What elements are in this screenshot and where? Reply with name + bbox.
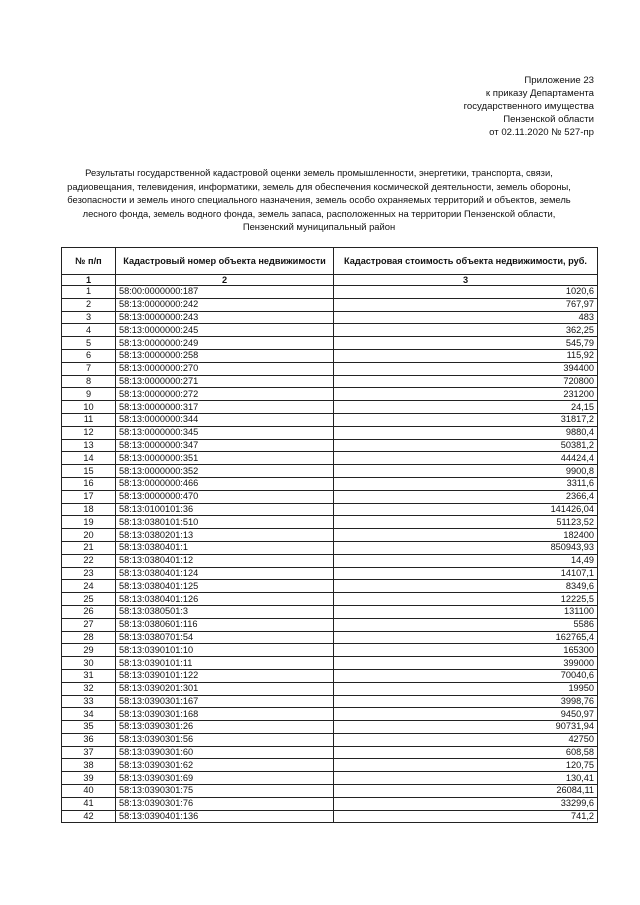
header-cadastral-value: Кадастровая стоимость объекта недвижимости, руб. [334, 248, 598, 275]
row-number-cell: 9 [62, 388, 116, 401]
cadastral-value-cell: 19950 [334, 682, 598, 695]
cadastral-number-cell: 58:13:0390101:11 [116, 657, 334, 670]
cadastral-value-cell: 182400 [334, 529, 598, 542]
table-row [62, 286, 598, 299]
row-number-cell: 1 [62, 286, 116, 299]
row-number-cell: 7 [62, 362, 116, 375]
cadastral-number-cell: 58:13:0000000:245 [116, 324, 334, 337]
cadastral-number-cell: 58:13:0000000:258 [116, 349, 334, 362]
row-number-cell: 34 [62, 708, 116, 721]
cadastral-value-cell: 141426,04 [334, 503, 598, 516]
cadastral-value-cell: 31817,2 [334, 413, 598, 426]
table-row [62, 401, 598, 414]
row-number-cell: 29 [62, 644, 116, 657]
cadastral-number-cell: 58:13:0390301:56 [116, 733, 334, 746]
row-number-cell: 22 [62, 554, 116, 567]
document-title: Результаты государственной кадастровой оценки земель промышленности, энергетики, транспорта, связи, радиовещания, телевидения, информатики, земель для обеспечения космической деятельности, земель обороны, безопасности и земель иного специального назначения, земель особо охраняемых территорий и объектов, земель лесного фонда, земель водного фонда, земель запаса, расположенных на территории Пензенской области, Пензенский муниципальный район [67, 167, 571, 233]
cadastral-value-table [61, 247, 598, 823]
cadastral-number-cell: 58:13:0000000:270 [116, 362, 334, 375]
row-number-cell: 11 [62, 413, 116, 426]
row-number-cell: 10 [62, 401, 116, 414]
row-number-cell: 4 [62, 324, 116, 337]
cadastral-number-cell: 58:13:0000000:347 [116, 439, 334, 452]
column-number-row [62, 275, 598, 286]
row-number-cell: 38 [62, 759, 116, 772]
cadastral-value-cell: 399000 [334, 657, 598, 670]
cadastral-value-cell: 70040,6 [334, 669, 598, 682]
cadastral-number-cell: 58:13:0390101:122 [116, 669, 334, 682]
table-row [62, 682, 598, 695]
cadastral-value-cell: 12225,5 [334, 593, 598, 606]
table-row [62, 580, 598, 593]
table-row [62, 721, 598, 734]
header-row-number: № п/п [62, 248, 116, 275]
row-number-cell: 28 [62, 631, 116, 644]
cadastral-number-cell: 58:13:0000000:317 [116, 401, 334, 414]
cadastral-number-cell: 58:13:0390301:60 [116, 746, 334, 759]
row-number-cell: 8 [62, 375, 116, 388]
row-number-cell: 16 [62, 477, 116, 490]
table-row [62, 657, 598, 670]
row-number-cell: 41 [62, 797, 116, 810]
table-row [62, 695, 598, 708]
cadastral-value-cell: 9450,97 [334, 708, 598, 721]
cadastral-number-cell: 58:13:0390301:26 [116, 721, 334, 734]
row-number-cell: 3 [62, 311, 116, 324]
row-number-cell: 17 [62, 490, 116, 503]
cadastral-number-cell: 58:13:0000000:272 [116, 388, 334, 401]
cadastral-number-cell: 58:13:0380701:54 [116, 631, 334, 644]
cadastral-number-cell: 58:13:0380201:13 [116, 529, 334, 542]
table-row [62, 477, 598, 490]
cadastral-value-cell: 130,41 [334, 772, 598, 785]
row-number-cell: 27 [62, 618, 116, 631]
row-number-cell: 31 [62, 669, 116, 682]
cadastral-number-cell: 58:13:0380401:12 [116, 554, 334, 567]
cadastral-value-cell: 9880,4 [334, 426, 598, 439]
cadastral-number-cell: 58:13:0000000:352 [116, 465, 334, 478]
row-number-cell: 24 [62, 580, 116, 593]
table-row [62, 362, 598, 375]
row-number-cell: 13 [62, 439, 116, 452]
cadastral-number-cell: 58:13:0000000:466 [116, 477, 334, 490]
table-row [62, 785, 598, 798]
order-date-number: от 02.11.2020 № 527-пр [489, 127, 594, 138]
cadastral-number-cell: 58:13:0390301:62 [116, 759, 334, 772]
region-name: Пензенской области [503, 114, 594, 125]
header-cadastral-number: Кадастровый номер объекта недвижимости [116, 248, 334, 275]
cadastral-value-cell: 165300 [334, 644, 598, 657]
row-number-cell: 35 [62, 721, 116, 734]
cadastral-number-cell: 58:13:0000000:243 [116, 311, 334, 324]
table-row [62, 452, 598, 465]
appendix-header [464, 74, 594, 139]
cadastral-value-cell: 44424,4 [334, 452, 598, 465]
row-number-cell: 18 [62, 503, 116, 516]
table-row [62, 516, 598, 529]
cadastral-number-cell: 58:13:0390101:10 [116, 644, 334, 657]
cadastral-number-cell: 58:13:0390301:167 [116, 695, 334, 708]
row-number-cell: 6 [62, 349, 116, 362]
row-number-cell: 26 [62, 605, 116, 618]
table-row [62, 490, 598, 503]
cadastral-value-cell: 362,25 [334, 324, 598, 337]
cadastral-number-cell: 58:13:0390201:301 [116, 682, 334, 695]
cadastral-value-cell: 14,49 [334, 554, 598, 567]
cadastral-number-cell: 58:13:0380601:116 [116, 618, 334, 631]
table-row [62, 439, 598, 452]
table-row [62, 644, 598, 657]
table-row [62, 567, 598, 580]
table-row [62, 541, 598, 554]
cadastral-value-cell: 1020,6 [334, 286, 598, 299]
table-row [62, 503, 598, 516]
cadastral-number-cell: 58:13:0390301:76 [116, 797, 334, 810]
table-row [62, 324, 598, 337]
cadastral-value-cell: 394400 [334, 362, 598, 375]
cadastral-value-cell: 115,92 [334, 349, 598, 362]
column-number-2: 2 [116, 275, 334, 286]
row-number-cell: 5 [62, 337, 116, 350]
row-number-cell: 15 [62, 465, 116, 478]
table-row [62, 593, 598, 606]
cadastral-number-cell: 58:13:0380501:3 [116, 605, 334, 618]
cadastral-value-cell: 5586 [334, 618, 598, 631]
cadastral-number-cell: 58:13:0000000:470 [116, 490, 334, 503]
table-row [62, 746, 598, 759]
row-number-cell: 23 [62, 567, 116, 580]
table-row [62, 465, 598, 478]
table-row [62, 375, 598, 388]
table-row [62, 733, 598, 746]
row-number-cell: 2 [62, 298, 116, 311]
cadastral-value-cell: 545,79 [334, 337, 598, 350]
table-row [62, 388, 598, 401]
table-row [62, 618, 598, 631]
cadastral-number-cell: 58:13:0000000:249 [116, 337, 334, 350]
cadastral-value-cell: 3998,76 [334, 695, 598, 708]
cadastral-value-cell: 42750 [334, 733, 598, 746]
table-row [62, 810, 598, 823]
table-row [62, 631, 598, 644]
table-row [62, 426, 598, 439]
cadastral-number-cell: 58:13:0390301:75 [116, 785, 334, 798]
table-body [62, 286, 598, 823]
row-number-cell: 19 [62, 516, 116, 529]
cadastral-value-cell: 131100 [334, 605, 598, 618]
table-row [62, 772, 598, 785]
cadastral-value-cell: 50381,2 [334, 439, 598, 452]
row-number-cell: 37 [62, 746, 116, 759]
table-row [62, 554, 598, 567]
cadastral-number-cell: 58:13:0380401:124 [116, 567, 334, 580]
table-row [62, 669, 598, 682]
cadastral-value-cell: 90731,94 [334, 721, 598, 734]
department-name: государственного имущества [463, 101, 594, 112]
table-row [62, 797, 598, 810]
cadastral-value-cell: 24,15 [334, 401, 598, 414]
cadastral-number-cell: 58:13:0000000:271 [116, 375, 334, 388]
row-number-cell: 21 [62, 541, 116, 554]
row-number-cell: 20 [62, 529, 116, 542]
table-row [62, 759, 598, 772]
cadastral-value-cell: 9900,8 [334, 465, 598, 478]
cadastral-number-cell: 58:13:0000000:242 [116, 298, 334, 311]
table-header-row [62, 248, 598, 275]
column-number-3: 3 [334, 275, 598, 286]
row-number-cell: 39 [62, 772, 116, 785]
table-row [62, 337, 598, 350]
table-row [62, 529, 598, 542]
order-reference: к приказу Департамента [485, 88, 594, 99]
cadastral-value-cell: 26084,11 [334, 785, 598, 798]
cadastral-value-cell: 767,97 [334, 298, 598, 311]
cadastral-number-cell: 58:13:0000000:351 [116, 452, 334, 465]
table-row [62, 311, 598, 324]
row-number-cell: 25 [62, 593, 116, 606]
row-number-cell: 42 [62, 810, 116, 823]
table-row [62, 605, 598, 618]
cadastral-number-cell: 58:13:0000000:345 [116, 426, 334, 439]
cadastral-value-cell: 608,58 [334, 746, 598, 759]
row-number-cell: 36 [62, 733, 116, 746]
row-number-cell: 12 [62, 426, 116, 439]
row-number-cell: 32 [62, 682, 116, 695]
cadastral-value-cell: 33299,6 [334, 797, 598, 810]
cadastral-number-cell: 58:13:0390301:168 [116, 708, 334, 721]
cadastral-value-cell: 2366,4 [334, 490, 598, 503]
cadastral-value-cell: 3311,6 [334, 477, 598, 490]
cadastral-value-cell: 231200 [334, 388, 598, 401]
row-number-cell: 14 [62, 452, 116, 465]
table-row [62, 298, 598, 311]
cadastral-value-cell: 14107,1 [334, 567, 598, 580]
cadastral-number-cell: 58:13:0380401:1 [116, 541, 334, 554]
cadastral-number-cell: 58:13:0380101:510 [116, 516, 334, 529]
cadastral-value-cell: 120,75 [334, 759, 598, 772]
cadastral-value-cell: 741,2 [334, 810, 598, 823]
cadastral-value-cell: 850943,93 [334, 541, 598, 554]
cadastral-value-cell: 8349,6 [334, 580, 598, 593]
cadastral-number-cell: 58:13:0100101:36 [116, 503, 334, 516]
row-number-cell: 30 [62, 657, 116, 670]
table-row [62, 349, 598, 362]
appendix-number: Приложение 23 [524, 75, 594, 86]
cadastral-value-cell: 720800 [334, 375, 598, 388]
table-row [62, 708, 598, 721]
cadastral-number-cell: 58:13:0380401:125 [116, 580, 334, 593]
row-number-cell: 40 [62, 785, 116, 798]
cadastral-value-cell: 483 [334, 311, 598, 324]
cadastral-number-cell: 58:13:0390401:136 [116, 810, 334, 823]
column-number-1: 1 [62, 275, 116, 286]
cadastral-value-cell: 162765,4 [334, 631, 598, 644]
cadastral-number-cell: 58:13:0390301:69 [116, 772, 334, 785]
row-number-cell: 33 [62, 695, 116, 708]
table-row [62, 413, 598, 426]
cadastral-value-cell: 51123,52 [334, 516, 598, 529]
cadastral-number-cell: 58:13:0380401:126 [116, 593, 334, 606]
cadastral-number-cell: 58:13:0000000:344 [116, 413, 334, 426]
cadastral-number-cell: 58:00:0000000:187 [116, 286, 334, 299]
